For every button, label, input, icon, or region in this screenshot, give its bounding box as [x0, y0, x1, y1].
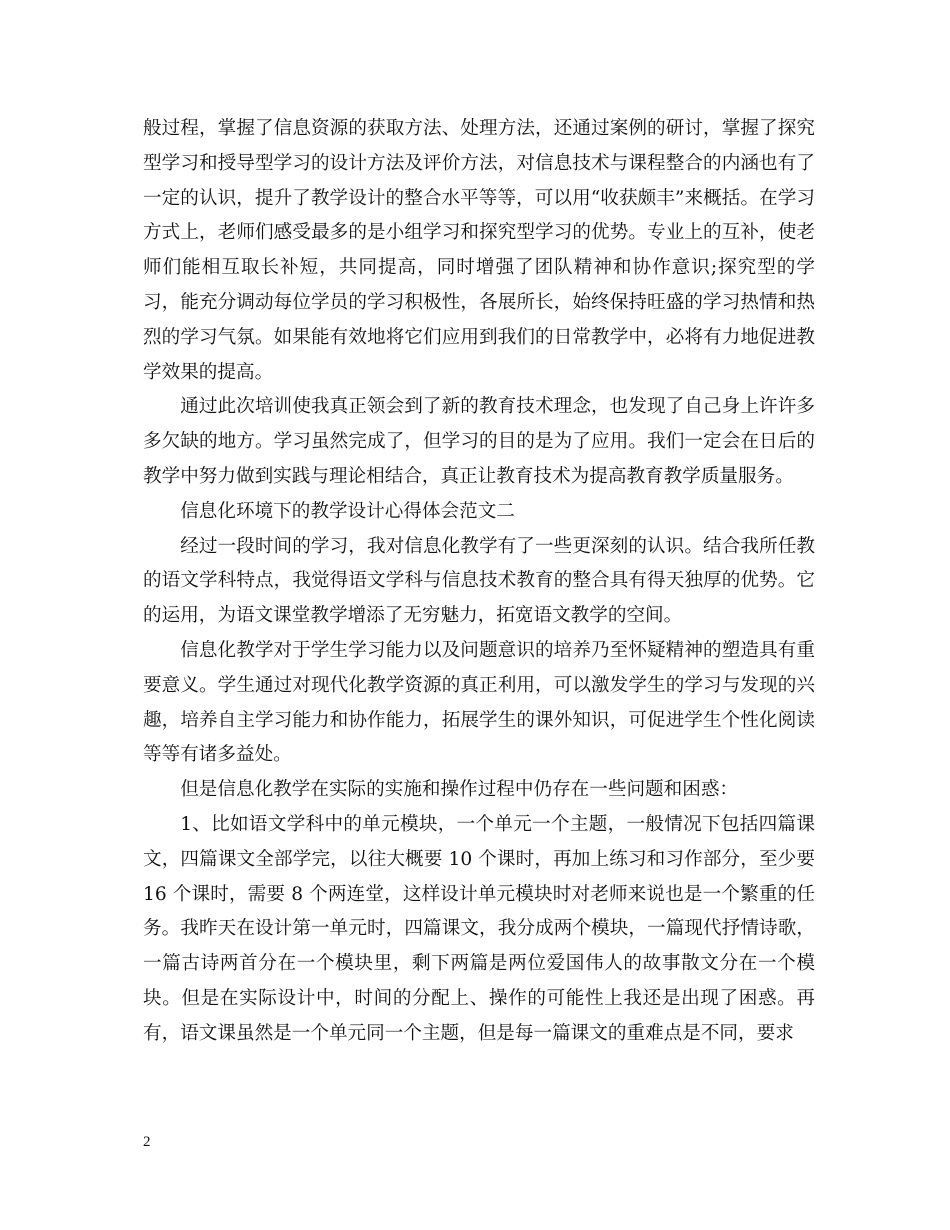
page-number: 2 — [143, 1134, 151, 1150]
paragraph-3: 经过一段时间的学习，我对信息化教学有了一些更深刻的认识。结合我所任教的语文学科特点，我觉得语文学科与信息技术教育的整合具有得天独厚的优势。它的运用，为语文课堂教学增添了无穷魅力，拓宽语文教学的空间。 — [143, 535, 815, 627]
paragraph-4: 信息化教学对于学生学习能力以及问题意识的培养乃至怀疑精神的塑造具有重要意义。学生通过对现代化教学资源的真正利用，可以激发学生的学习与发现的兴趣，培养自主学习能力和协作能力，拓展学生的课外知识，可促进学生个性化阅读等等有诸多益处。 — [143, 639, 815, 766]
paragraph-1: 般过程，掌握了信息资源的获取方法、处理方法，还通过案例的研讨，掌握了探究型学习和授导型学习的设计方法及评价方法，对信息技术与课程整合的内涵也有了一定的认识，提升了教学设计的整合水平等等，可以用“收获颇丰”来概括。在学习方式上，老师们感受最多的是小组学习和探究型学习的优势。专业上的互补，使老师们能相互取长补短，共同提高，同时增强了团队精神和协作意识;探究型的学习，能充分调动每位学员的学习积极性，各展所长，始终保持旺盛的学习热情和热烈的学习气氛。如果能有效地将它们应用到我们的日常教学中，必将有力地促进教学效果的提高。 — [143, 118, 815, 383]
paragraph-2: 通过此次培训使我真正领会到了新的教育技术理念，也发现了自己身上许许多多欠缺的地方。学习虽然完成了，但学习的目的是为了应用。我们一定会在日后的教学中努力做到实践与理论相结合，真正让教育技术为提高教育教学质量服务。 — [143, 396, 815, 487]
paragraph-5: 但是信息化教学在实际的实施和操作过程中仍存在一些问题和困惑： — [180, 779, 739, 801]
section-heading: 信息化环境下的教学设计心得体会范文二 — [180, 500, 515, 522]
document-body — [143, 112, 815, 1052]
paragraph-6: 1、比如语文学科中的单元模块，一个单元一个主题，一般情况下包括四篇课文，四篇课文全部学完，以往大概要 10 个课时，再加上练习和习作部分，至少要 16 个课时，需要 8 个两连堂，这样设计单元模块时对老师来说也是一个繁重的任务。我昨天在设计第一单元时，四篇课文，我分成两个模块，一篇现代抒情诗歌，一篇古诗两首分在一个模块里，剩下两篇是两位爱国伟人的故事散文分在一个模块。但是在实际设计中，时间的分配上、操作的可能性上我还是出现了困惑。再有，语文课虽然是一个单元同一个主题，但是每一篇课文的重难点是不同，要求 — [143, 813, 815, 1044]
